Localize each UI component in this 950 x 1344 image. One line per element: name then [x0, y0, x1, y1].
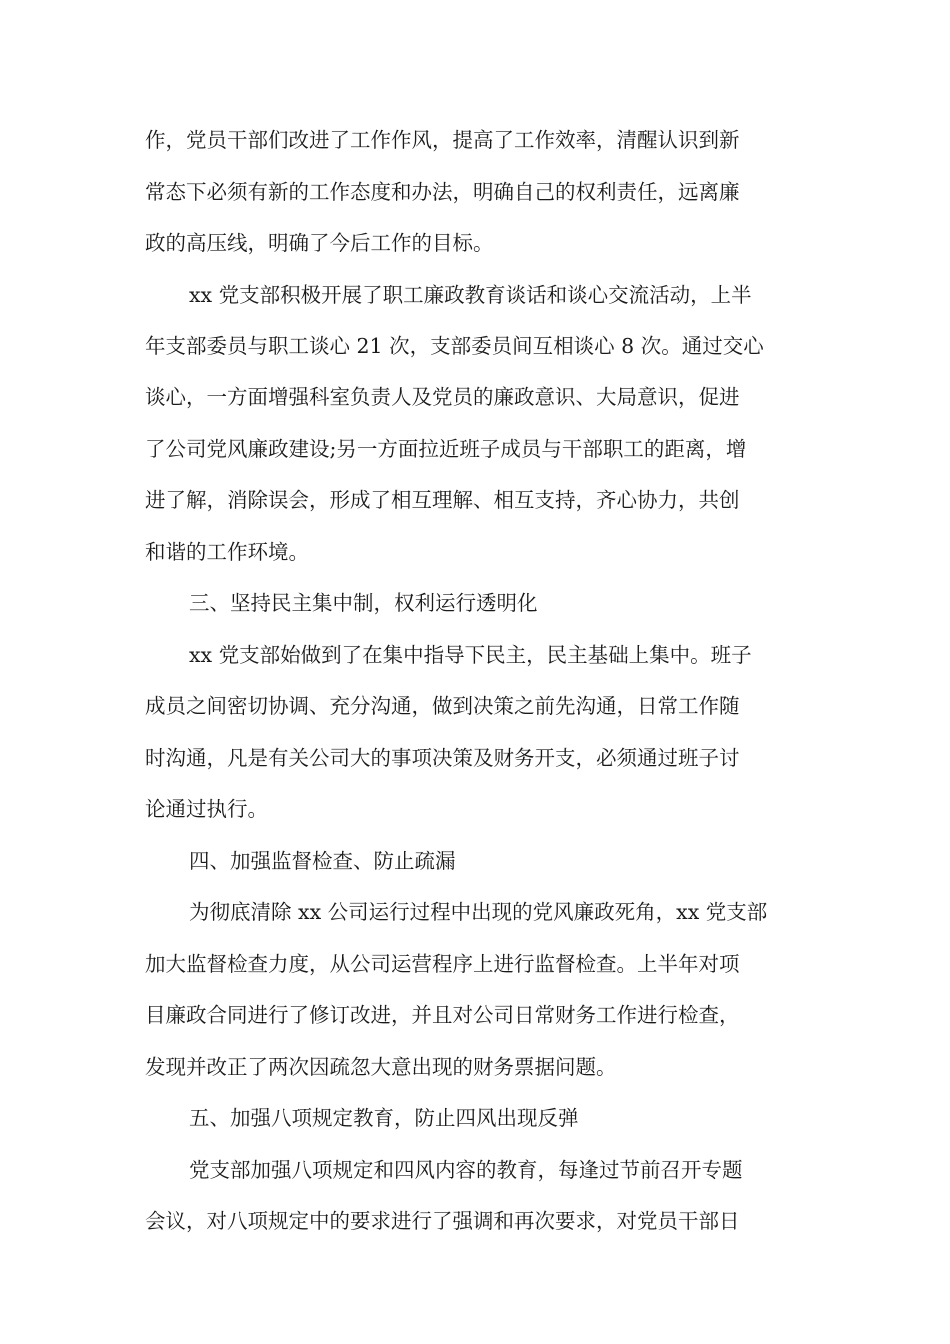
text-line: 了公司党风廉政建设;另一方面拉近班子成员与干部职工的距离，增	[145, 437, 747, 461]
section-heading: 四、加强监督检查、防止疏漏	[189, 849, 456, 873]
text-line: 为彻底清除 xx 公司运行过程中出现的党风廉政死角，xx 党支部	[189, 900, 768, 924]
text-line: 作，党员干部们改进了工作作风，提高了工作效率，清醒认识到新	[145, 128, 740, 152]
section-heading: 五、加强八项规定教育，防止四风出现反弹	[189, 1106, 579, 1130]
text-line: 论通过执行。	[145, 797, 268, 821]
text-line: 政的高压线，明确了今后工作的目标。	[145, 231, 494, 255]
text-line: 进了解，消除误会，形成了相互理解、相互支持，齐心协力，共创	[145, 488, 740, 512]
text-line: 目廉政合同进行了修订改进，并且对公司日常财务工作进行检查，	[145, 1003, 740, 1027]
text-line: 年支部委员与职工谈心 21 次，支部委员间互相谈心 8 次。通过交心	[145, 334, 764, 358]
text-line: 常态下必须有新的工作态度和办法，明确自己的权利责任，远离廉	[145, 180, 740, 204]
text-line: 党支部加强八项规定和四风内容的教育，每逢过节前召开专题	[189, 1158, 743, 1182]
text-line: 成员之间密切协调、充分沟通，做到决策之前先沟通，日常工作随	[145, 694, 740, 718]
section-heading: 三、坚持民主集中制，权利运行透明化	[189, 591, 538, 615]
text-line: 会议，对八项规定中的要求进行了强调和再次要求，对党员干部日	[145, 1209, 740, 1233]
text-line: 谈心，一方面增强科室负责人及党员的廉政意识、大局意识，促进	[145, 385, 740, 409]
text-line: 和谐的工作环境。	[145, 540, 309, 564]
text-line: 发现并改正了两次因疏忽大意出现的财务票据问题。	[145, 1055, 617, 1079]
text-line: 时沟通，凡是有关公司大的事项决策及财务开支，必须通过班子讨	[145, 746, 740, 770]
text-line: xx 党支部始做到了在集中指导下民主，民主基础上集中。班子	[189, 643, 752, 667]
text-line: xx 党支部积极开展了职工廉政教育谈话和谈心交流活动，上半	[189, 283, 752, 307]
text-line: 加大监督检查力度，从公司运营程序上进行监督检查。上半年对项	[145, 952, 740, 976]
